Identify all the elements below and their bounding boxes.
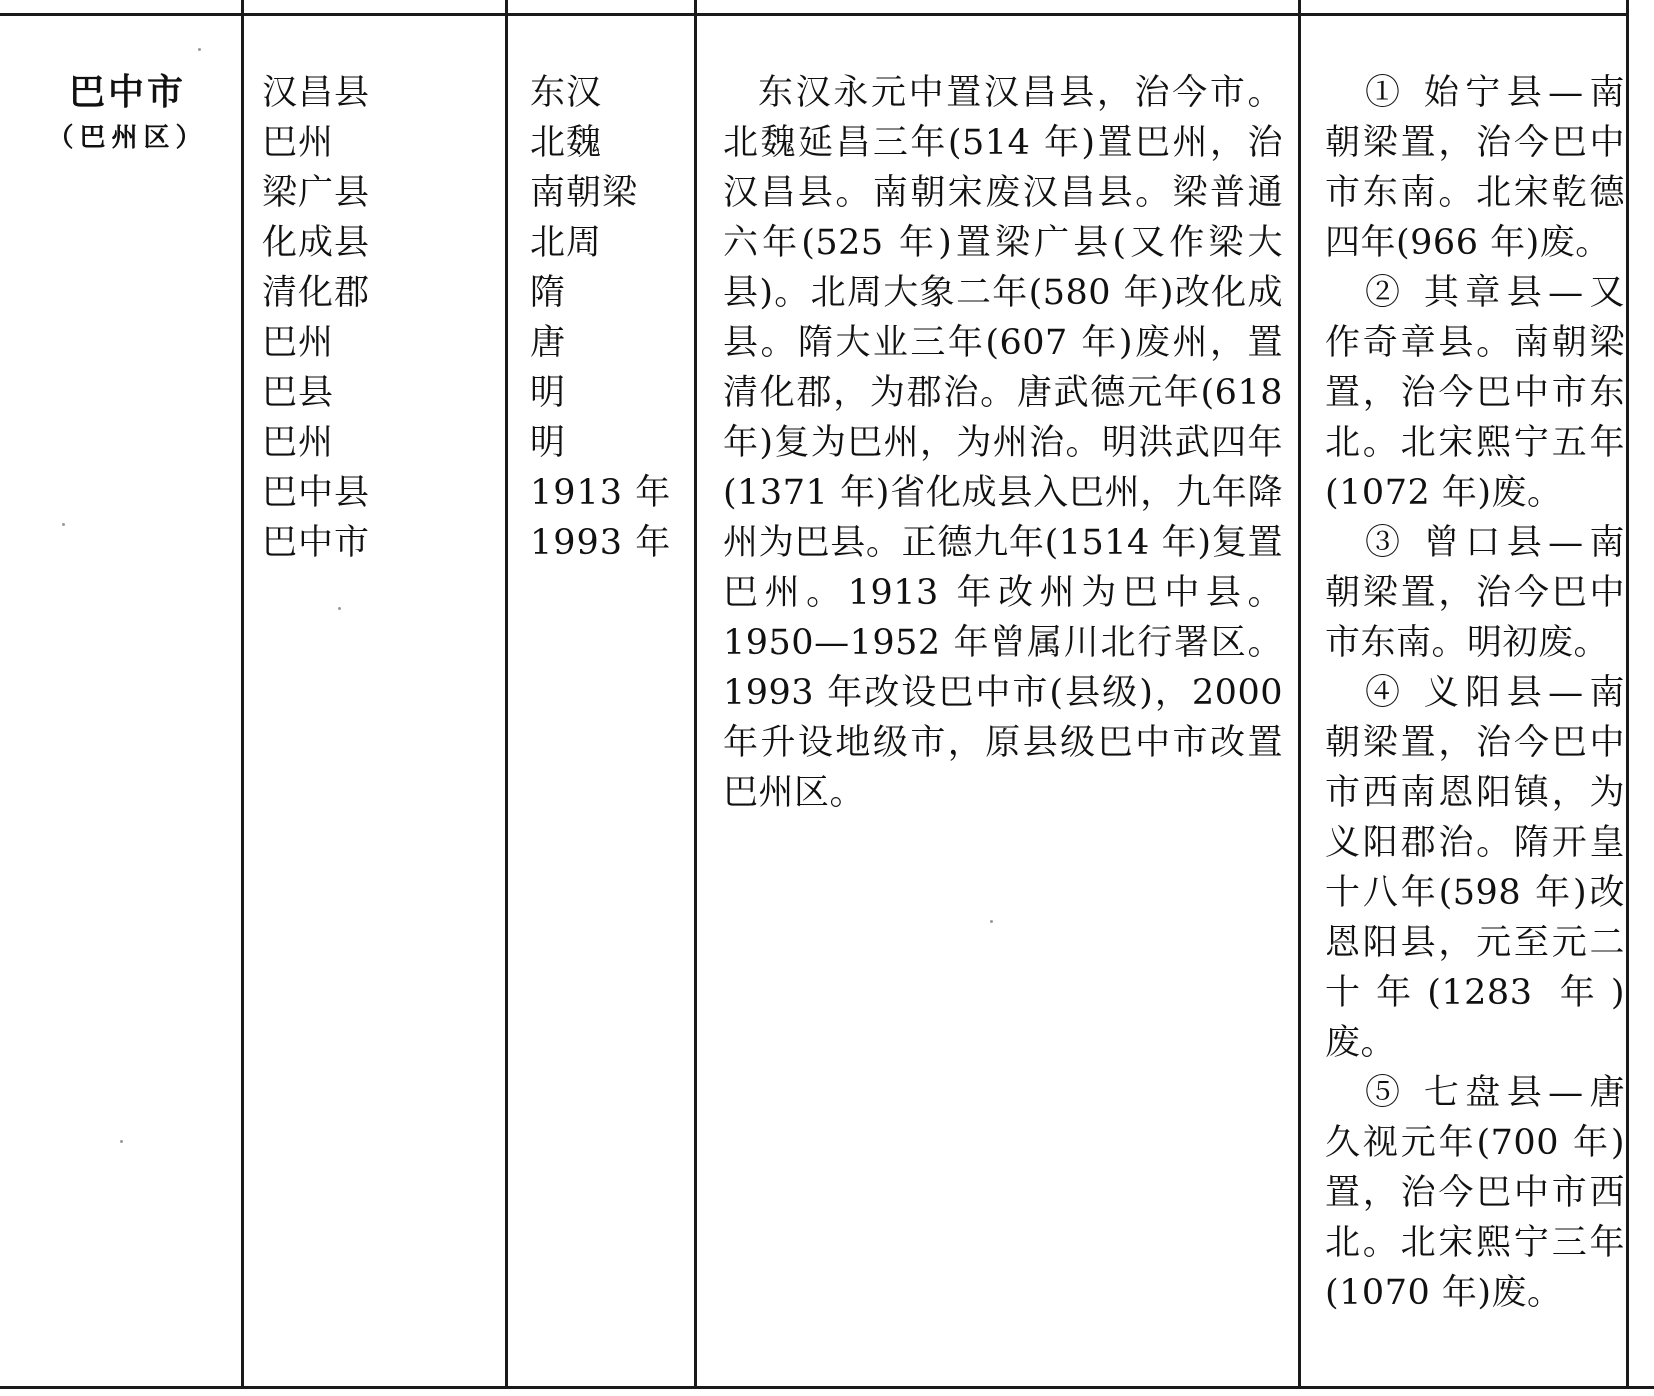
table-bottom-border bbox=[0, 1386, 1654, 1389]
scan-speck bbox=[62, 523, 65, 526]
dynasty-entry: 北周 bbox=[530, 223, 603, 263]
historical-name: 清化郡 bbox=[262, 273, 371, 313]
historical-name: 巴中县 bbox=[262, 473, 371, 513]
dynasty-entry: 1993 年 bbox=[530, 523, 672, 563]
dynasty-entry: 北魏 bbox=[530, 123, 603, 163]
note-item: ① 始宁县—南朝梁置，治今巴中市东南。北宋乾德四年(966 年)废。 bbox=[1325, 73, 1625, 263]
historical-name: 巴州 bbox=[262, 423, 335, 463]
dynasty-entry: 唐 bbox=[530, 323, 567, 363]
column-divider-2 bbox=[505, 0, 508, 1388]
historical-names-cell bbox=[262, 68, 492, 568]
note-item: ② 其章县—又作奇章县。南朝梁置，治今巴中市东北。北宋熙宁五年(1072 年)废。 bbox=[1325, 273, 1625, 513]
city-name: 巴中市 bbox=[68, 72, 186, 113]
table-right-border bbox=[1626, 0, 1629, 1388]
dynasty-entry: 东汉 bbox=[530, 73, 603, 113]
dynasty-entry: 南朝梁 bbox=[530, 173, 639, 213]
scan-speck bbox=[338, 607, 341, 610]
historical-name: 巴中市 bbox=[262, 523, 371, 563]
scan-speck bbox=[990, 920, 993, 923]
dynasty-entry: 明 bbox=[530, 373, 567, 413]
city-district: （巴州区） bbox=[47, 123, 208, 153]
historical-name: 化成县 bbox=[262, 223, 371, 263]
historical-name: 梁广县 bbox=[262, 173, 371, 213]
historical-name: 巴州 bbox=[262, 123, 335, 163]
dynasty-entry: 明 bbox=[530, 423, 567, 463]
note-item: ⑤ 七盘县—唐久视元年(700 年)置，治今巴中市西北。北宋熙宁三年(1070 年)废。 bbox=[1325, 1073, 1625, 1313]
historical-name: 巴州 bbox=[262, 323, 335, 363]
scan-speck bbox=[198, 48, 201, 51]
note-item: ③ 曾口县—南朝梁置，治今巴中市东南。明初废。 bbox=[1325, 523, 1625, 663]
historical-name: 巴县 bbox=[262, 373, 335, 413]
historical-name: 汉昌县 bbox=[262, 73, 371, 113]
city-cell bbox=[20, 68, 235, 158]
column-divider-1 bbox=[241, 0, 244, 1388]
column-divider-3 bbox=[694, 0, 697, 1388]
dynasty-cell bbox=[530, 68, 690, 568]
table-top-border bbox=[0, 13, 1628, 16]
dynasty-entry: 1913 年 bbox=[530, 473, 672, 513]
description-cell: 东汉永元中置汉昌县，治今市。北魏延昌三年(514 年)置巴州，治汉昌县。南朝宋废汉昌县。梁普通六年(525 年)置梁广县(又作梁大县)。北周大象二年(580 年)改化成县。隋大业三年(607 年)废州，置清化郡，为郡治。唐武德元年(618 年)复为巴州，为州治。明洪武四年(1371 年)省化成县入巴州，九年降州为巴县。正德九年(1514 年)复置巴州。1913 年改州为巴中县。1950—1952 年曾属川北行署区。1993 年改设巴中市(县级)，2000 年升设地级市，原县级巴中市改置巴州区。 bbox=[723, 73, 1283, 813]
scan-speck bbox=[120, 1140, 123, 1143]
column-divider-4 bbox=[1298, 0, 1301, 1388]
note-item: ④ 义阳县—南朝梁置，治今巴中市西南恩阳镇，为义阳郡治。隋开皇十八年(598 年)改恩阳县，元至元二十年(1283 年)废。 bbox=[1325, 673, 1625, 1063]
dynasty-entry: 隋 bbox=[530, 273, 567, 313]
notes-cell bbox=[1325, 68, 1625, 1318]
